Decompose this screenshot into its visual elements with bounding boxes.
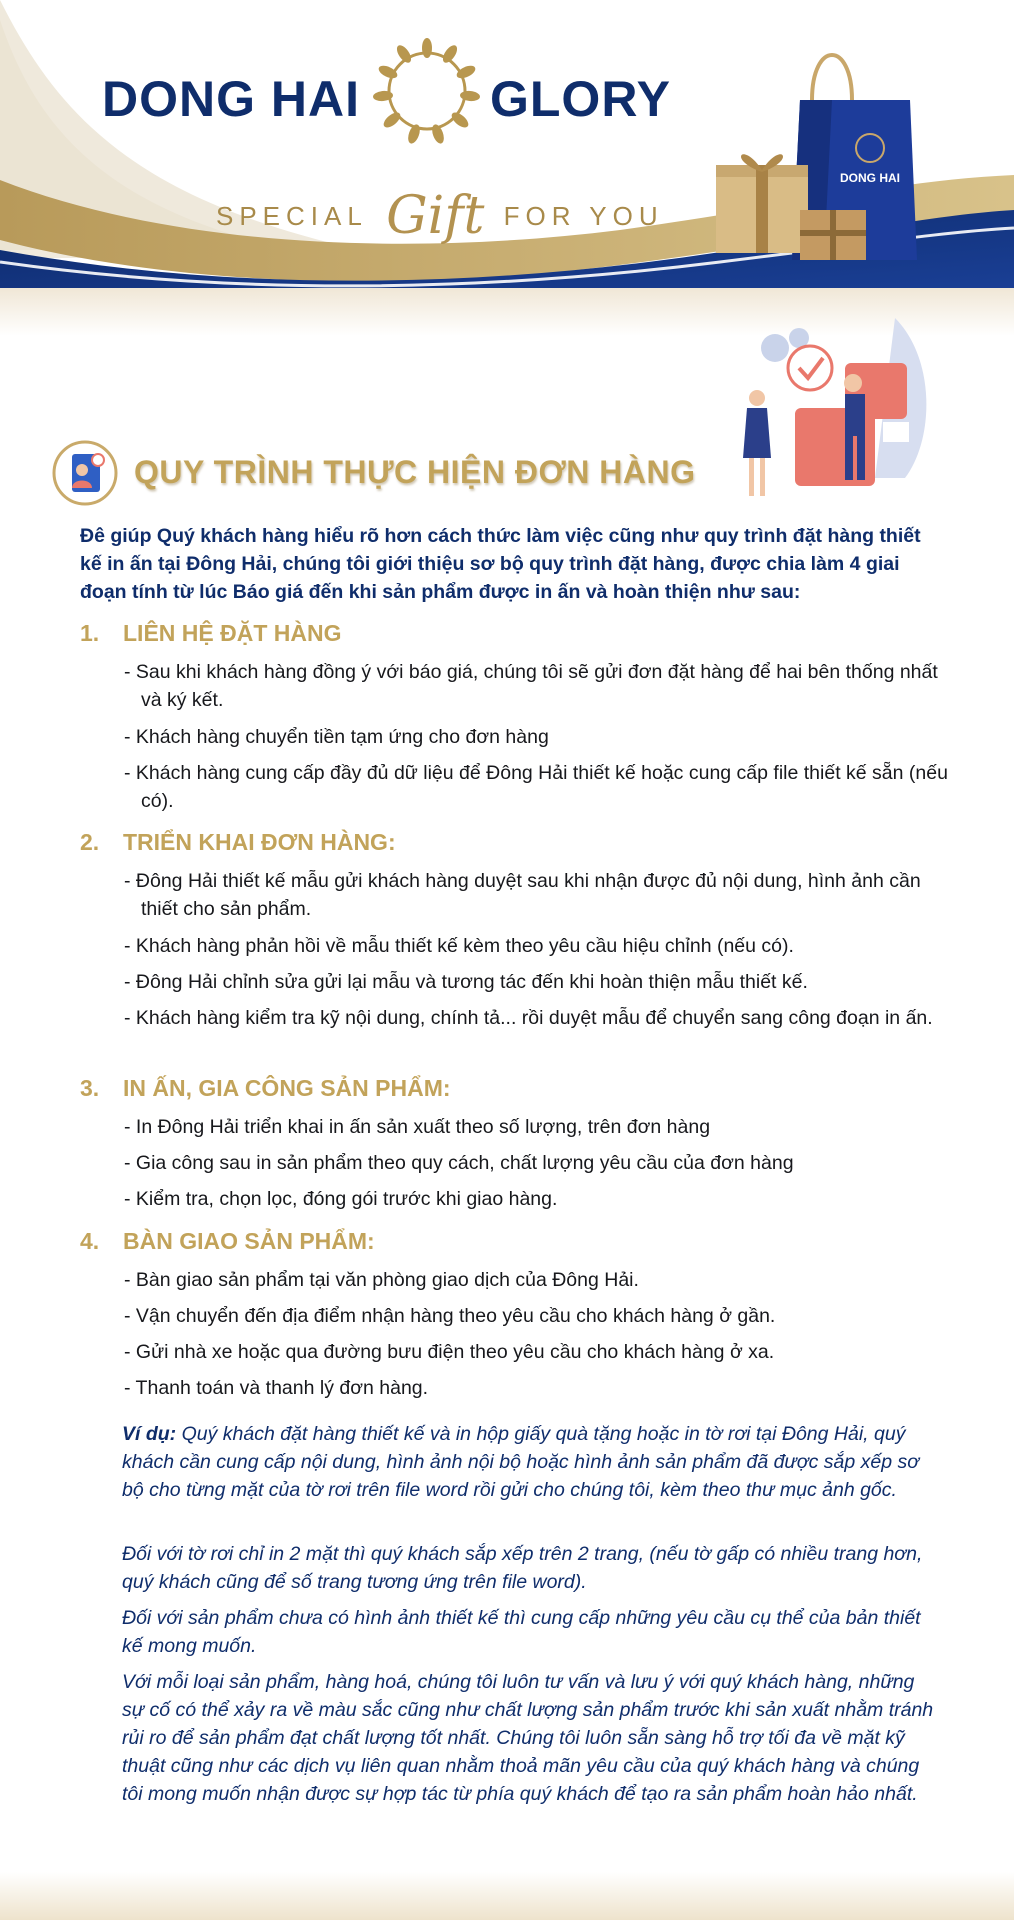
list-item: - Gửi nhà xe hoặc qua đường bưu điện theo yêu cầu cho khách hàng ở xa. [124, 1341, 775, 1363]
list-item: - Kiểm tra, chọn lọc, đóng gói trước khi giao hàng. [124, 1188, 558, 1210]
example-label: Ví dụ: [122, 1423, 177, 1445]
example-note [122, 1420, 934, 1504]
list-item: - In Đông Hải triển khai in ấn sản xuất theo số lượng, trên đơn hàng [124, 1116, 711, 1138]
laurel-wreath-logo [372, 36, 482, 146]
tagline-left: SPECIAL [216, 201, 367, 231]
tagline-right: FOR YOU [503, 201, 664, 231]
list-item: - Khách hàng kiểm tra kỹ nội dung, chính tả... rồi duyệt mẫu để chuyển sang công đoạn in ấn. [124, 1007, 933, 1029]
list-item: - Khách hàng phản hồi về mẫu thiết kế kèm theo yêu cầu hiệu chỉnh (nếu có). [124, 935, 794, 957]
section-3-title: 3. IN ẤN, GIA CÔNG SẢN PHẨM: [80, 1075, 451, 1101]
tagline-gift-script: Gift [386, 186, 485, 246]
tagline [216, 178, 664, 246]
list-item: - Khách hàng cung cấp đầy đủ dữ liệu để Đông Hải thiết kế hoặc cung cấp file thiết kế sẵn (nếu có). [124, 762, 948, 812]
support-agent-icon [52, 440, 118, 506]
section-2-title: 2. TRIỂN KHAI ĐƠN HÀNG: [80, 829, 396, 855]
order-process-illustration [735, 318, 935, 503]
list-item: - Sau khi khách hàng đồng ý với báo giá, chúng tôi sẽ gửi đơn đặt hàng để hai bên thống nhất và ký kết. [124, 661, 938, 711]
section-1-title: 1. LIÊN HỆ ĐẶT HÀNG [80, 620, 342, 646]
bag-label: DONG HAI [840, 171, 900, 185]
note-paragraph-4: Với mỗi loại sản phẩm, hàng hoá, chúng tôi luôn tư vấn và lưu ý với quý khách hàng, những sự cố có thể xảy ra về màu sắc cũng như chất lượng sản phẩm trước khi sản xuất nhằm tránh rủi ro để sản phẩm đạt chất lượng tốt nhất. Chúng tôi luôn sẵn sàng hỗ trợ tối đa về mặt kỹ thuật cũng như các dịch vụ liên quan nhằm thoả mãn yêu cầu của quý khách hàng và chúng tôi mong muốn nhận được sự hợp tác từ phía quý khách để tạo ra sản phẩm hoàn hảo nhất. [122, 1671, 934, 1805]
intro-paragraph: Đê giúp Quý khách hàng hiểu rõ hơn cách thức làm việc cũng như quy trình đặt hàng thiết kế in ấn tại Đông Hải, chúng tôi giới thiệu sơ bộ quy trình đặt hàng, được chia làm 4 giai đoạn tính từ lúc Báo giá đến khi sản phẩm được in ấn và hoàn thiện như sau: [80, 525, 921, 603]
list-item: - Thanh toán và thanh lý đơn hàng. [124, 1377, 429, 1399]
list-item: - Khách hàng chuyển tiền tạm ứng cho đơn hàng [124, 726, 549, 748]
footer-fade-strip [0, 1872, 1014, 1920]
list-item: - Bàn giao sản phẩm tại văn phòng giao dịch của Đông Hải. [124, 1269, 639, 1291]
list-item: - Đông Hải chỉnh sửa gửi lại mẫu và tương tác đến khi hoàn thiện mẫu thiết kế. [124, 971, 808, 993]
brand-name-right: GLORY [490, 71, 671, 127]
list-item: - Đông Hải thiết kế mẫu gửi khách hàng duyệt sau khi nhận được đủ nội dung, hình ảnh cần thiết cho sản phẩm. [124, 870, 921, 920]
gift-bag-illustration [712, 30, 922, 270]
note-paragraph-2: Đối với tờ rơi chỉ in 2 mặt thì quý khách sắp xếp trên 2 trang, (nếu tờ gấp có nhiều trang hơn, quý khách cũng để số trang tương ứng trên file word). [122, 1543, 923, 1593]
page-title: QUY TRÌNH THỰC HIỆN ĐƠN HÀNG [134, 454, 696, 490]
brand-name-left: DONG HAI [102, 71, 360, 127]
list-item: - Gia công sau in sản phẩm theo quy cách, chất lượng yêu cầu của đơn hàng [124, 1152, 794, 1174]
note-paragraph-3: Đối với sản phẩm chưa có hình ảnh thiết kế thì cung cấp những yêu cầu cụ thể của bản thiết kế mong muốn. [122, 1607, 921, 1657]
example-text: Quý khách đặt hàng thiết kế và in hộp giấy quà tặng hoặc in tờ rơi tại Đông Hải, quý khách cần cung cấp nội dung, hình ảnh nội bộ hoặc hình ảnh sản phẩm đã được sắp xếp sơ bộ cho từng mặt của tờ rơi trên file word rồi gửi cho chúng tôi, kèm theo thư mục ảnh gốc. [122, 1423, 919, 1501]
header-banner [0, 0, 1014, 290]
section-4-title: 4. BÀN GIAO SẢN PHẨM: [80, 1228, 375, 1254]
list-item: - Vận chuyển đến địa điểm nhận hàng theo yêu cầu cho khách hàng ở gần. [124, 1305, 776, 1327]
